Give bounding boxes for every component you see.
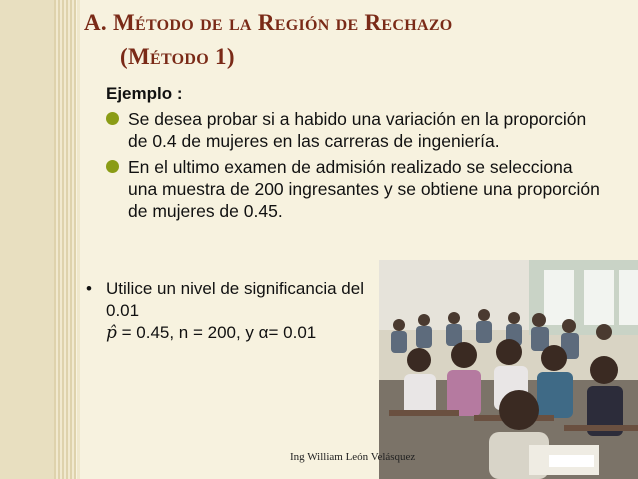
title-line-1: A. Método de la Región de Rechazo <box>84 10 453 35</box>
bullet-text: En el ultimo examen de admisión realizado se selecciona una muestra de 200 ingresantes y se obtiene una proporción de mujeres de 0.45. <box>128 157 600 221</box>
given-values <box>106 322 384 344</box>
instruction-list <box>84 278 384 344</box>
given-values-text: = 0.45, n = 200, y α= 0.01 <box>116 323 317 342</box>
footer-author: Ing William León Velásquez <box>290 451 416 463</box>
slide-title <box>84 6 624 74</box>
title-line-2: (Método 1) <box>120 44 235 69</box>
bullet-dot-icon <box>106 160 119 173</box>
bullet-item <box>104 156 604 222</box>
example-bullet-list <box>104 108 604 226</box>
left-decor-bar <box>0 0 54 479</box>
instruction-text: Utilice un nivel de significancia del 0.01 <box>106 279 364 320</box>
instruction-item <box>84 278 384 344</box>
p-hat-symbol: p̂ <box>106 323 117 343</box>
bullet-point-icon: • <box>86 279 92 298</box>
bullet-dot-icon <box>106 112 119 125</box>
bullet-text: Se desea probar si a habido una variación en la proporción de 0.4 de mujeres en las carreras de ingeniería. <box>128 109 587 151</box>
left-decor-line <box>77 0 80 479</box>
classroom-photo <box>379 260 638 479</box>
left-decor-stripes <box>54 0 76 479</box>
bullet-item <box>104 108 604 152</box>
example-heading: Ejemplo : <box>106 84 183 103</box>
